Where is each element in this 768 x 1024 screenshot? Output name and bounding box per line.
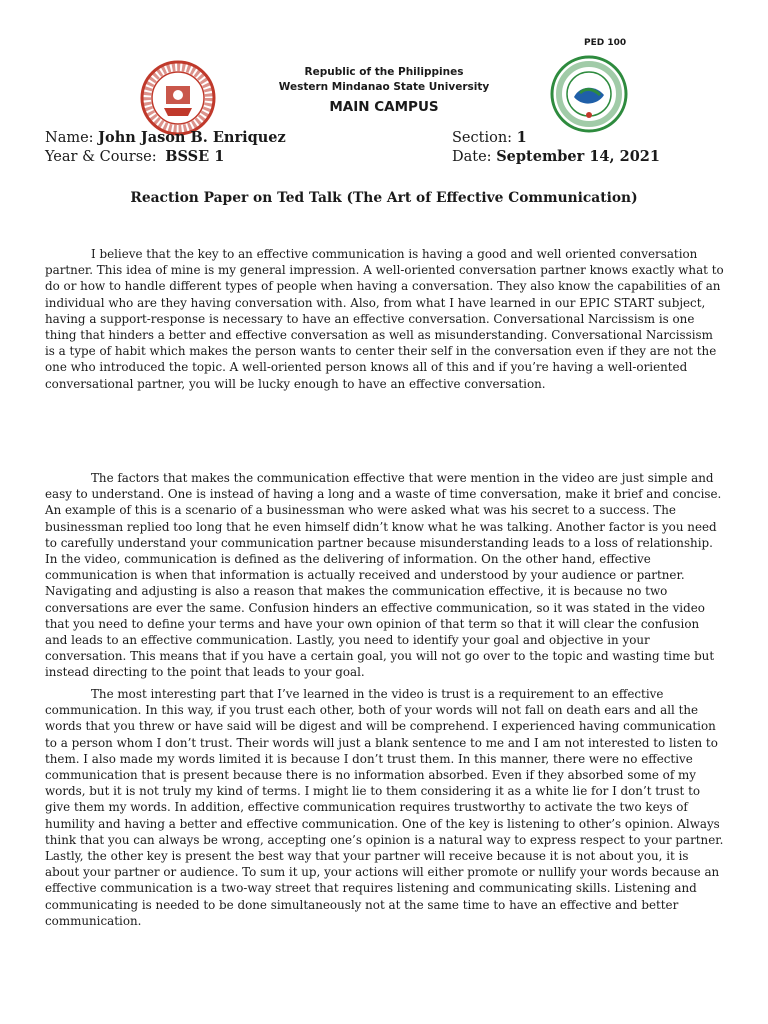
year-value: BSSE 1 [165, 148, 225, 165]
campus-name: MAIN CAMPUS [329, 99, 439, 115]
letterhead [0, 65, 768, 117]
paper-title: Reaction Paper on Ted Talk (The Art of Effective Communication) [130, 190, 638, 206]
university-name: Western Mindanao State University [278, 81, 490, 93]
name-row [45, 128, 286, 148]
section-row [452, 128, 527, 148]
name-value: John Jason B. Enriquez [98, 129, 286, 146]
paragraph-2: The factors that makes the communication effective that were mention in the video are just simple and easy to understand. One is instead of having a long and a waste of time conversation, make it brief and concise. An example of this is a scenario of a businessman who were asked what was his secret to a success. The businessman replied too long that he even himself didn’t know what he was talking. Another factor is you need to carefully understand your communication partner because misunderstanding leads to a loss of relationship. In the video, communication is defined as the delivering of information. On the other hand, effective communication is when that information is actually received and understood by your audience or partner. Navigating and adjusting is also a reason that makes the communication effective, it is because no two conversations are ever the same. Confusion hinders an effective communication, so it was stated in the video that you need to define your terms and have your own opinion of that term so that it will clear the confusion and leads to an effective communication. Lastly, you need to identify your goal and objective in your conversation. This means that if you have a certain goal, you will not go over to the topic and wasting time but instead directing to the point that leads to your goal. [45, 471, 722, 680]
paragraph-1: I believe that the key to an effective communication is having a good and well oriented conversation partner. This idea of mine is my general impression. A well-oriented conversation partner knows exactly what to do or how to handle different types of people when having a conversation. They also know the capabilities of an individual who are they having conversation with. Also, from what I have learned in our EPIC START subject, having a support-response is necessary to have an effective conversation. Conversational Narcissism is one thing that hinders a better and effective conversation as well as misunderstanding. Conversational Narcissism is a type of habit which makes the person wants to center their self in the conversation even if they are not the one who introduced the topic. A well-oriented person knows all of this and if you’re having a well-oriented conversational partner, you will be lucky enough to have an effective conversation. [45, 247, 724, 391]
course-code: PED 100 [584, 38, 627, 48]
name-label: Name: [45, 130, 94, 146]
section-label: Section: [452, 130, 513, 146]
year-label: Year & Course: [45, 149, 157, 165]
date-row [452, 147, 660, 167]
section-value: 1 [516, 129, 527, 146]
paragraph-3: The most interesting part that I’ve learned in the video is trust is a requirement to an effective communication. In this way, if you trust each other, both of your words will not fall on death ears and all the words that you threw or have said will be digest and will be comprehend. I experienced having communication to a person whom I don’t trust. Their words will just a blank sentence to me and I am not interested to listen to them. I also made my words limited it is because I don’t trust them. In this manner, there were no effective communication that is present because there is no information absorbed. Even if they absorbed some of my words, but it is not truly my kind of terms. I might lie to them considering it as a white lie for I don’t trust to give them my words. In addition, effective communication requires trustworthy to activate the two keys of humility and having a better and effective communication. One of the key is listening to other’s opinion. Always think that you can always be wrong, accepting one’s opinion is a natural way to express respect to your partner. Lastly, the other key is present the best way that your partner will receive because it is not about you, it is about your partner or audience. To sum it up, your actions will either promote or nullify your words because an effective communication is a two-way street that requires listening and communicating skills. Listening and communicating is needed to be done simultaneously not at the same time to have an effective and better communication. [45, 687, 724, 928]
date-value: September 14, 2021 [496, 148, 660, 165]
republic-line: Republic of the Philippines [304, 66, 464, 78]
year-row [45, 147, 224, 167]
date-label: Date: [452, 149, 492, 165]
